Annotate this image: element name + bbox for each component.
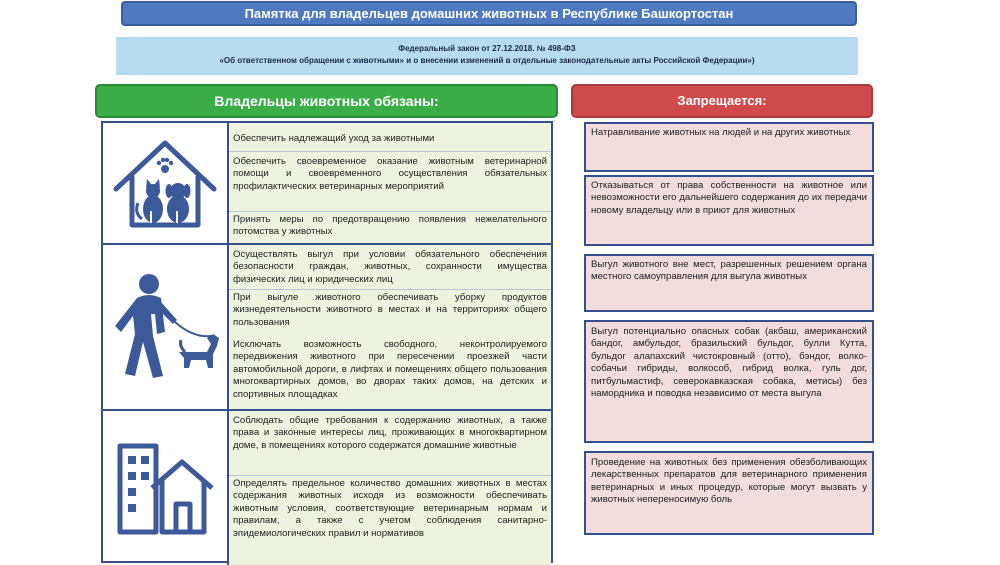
prohibitions-header: Запрещается: bbox=[571, 84, 873, 118]
obligations-text-care bbox=[229, 123, 551, 243]
list-item: Исключать возможность свободного, неконтролируемого передвижения животного при пересечении проезжей части автомобильной дороги, в лифтах и помещениях общего пользования многоквартирных домов, во дворах таких домов, на детских и спортивных площадках bbox=[233, 339, 547, 400]
prohibition-item: Проведение на животных без применения обезболивающих лекарственных препаратов для ветеринарного применения ветеринарных и иных процедур, которые могут вызвать у животных непереносимую боль bbox=[584, 451, 874, 535]
list-item: Обеспечить своевременное оказание животным ветеринарной помощи и своевременного осуществления обязательных профилактических ветеринарных мероприятий bbox=[233, 156, 547, 192]
prohibitions-list bbox=[584, 122, 874, 563]
law-number: Федеральный закон от 27.12.2018. № 498-ФЗ bbox=[398, 44, 576, 53]
person-walking-dog-icon bbox=[107, 272, 223, 382]
divider bbox=[229, 289, 551, 290]
divider bbox=[229, 211, 551, 212]
obligations-text-housing bbox=[229, 411, 551, 565]
page-title: Памятка для владельцев домашних животных в Республике Башкортостан bbox=[121, 1, 857, 26]
list-item: При выгуле животного обеспечивать уборку продуктов жизнедеятельности животного в местах и на территориях общего пользования bbox=[233, 292, 547, 328]
prohibition-item: Выгул потенциально опасных собак (акбаш, американский бандог, амбульдог, бразильский бульдог, булли Кутта, бульдог алапахский чистокровный (отто), бэндог, волко-собачьи гибриды, волкособ, гибрид волка, гуль дог, питбульмастиф, северокавказская собака, метисы) без намордника и поводка независимо от места выгула bbox=[584, 320, 874, 443]
list-item: Принять меры по предотвращению появления нежелательного потомства у животных bbox=[233, 214, 547, 238]
obligations-row-care bbox=[103, 123, 551, 245]
prohibition-item: Выгул животного вне мест, разрешенных решением органа местного самоуправления для выгула животных bbox=[584, 254, 874, 312]
obligations-row-walking bbox=[103, 245, 551, 411]
divider bbox=[229, 475, 551, 476]
prohibition-item: Отказываться от права собственности на животное или невозможности его дальнейшего содержания до их передачи новому владельцу или в приют для животных bbox=[584, 175, 874, 246]
list-item: Соблюдать общие требования к содержанию животных, а также права и законные интересы лиц, проживающих в многоквартирном доме, в помещениях которого содержатся домашние животные bbox=[233, 415, 547, 451]
obligations-row-housing bbox=[103, 411, 551, 565]
icon-cell bbox=[103, 245, 229, 409]
apartment-house-icon bbox=[110, 438, 220, 538]
law-name: «Об ответственном обращении с животными» и о внесении изменений в отдельные законодательные акты Российской Федерации») bbox=[219, 56, 755, 65]
federal-law-box bbox=[116, 37, 858, 75]
house-with-pets-icon bbox=[110, 133, 220, 233]
obligations-text-walking bbox=[229, 245, 551, 409]
icon-cell bbox=[103, 123, 229, 243]
list-item: Осуществлять выгул при условии обязательного обеспечения безопасности граждан, животных, сохранности имущества физических лиц и юридических лиц bbox=[233, 249, 547, 285]
prohibition-item: Натравливание животных на людей и на других животных bbox=[584, 122, 874, 172]
icon-cell bbox=[103, 411, 229, 565]
divider bbox=[229, 151, 551, 152]
obligations-header: Владельцы животных обязаны: bbox=[95, 84, 558, 118]
list-item: Определять предельное количество домашних животных в местах содержания животных исходя из возможности обеспечивать животным условия, соответствующие ветеринарным нормам и правилам, а также с учетом соблюдения санитарно-эпидемиологических правил и нормативов bbox=[233, 478, 547, 539]
list-item: Обеспечить надлежащий уход за животными bbox=[233, 133, 435, 144]
obligations-table bbox=[101, 121, 553, 563]
